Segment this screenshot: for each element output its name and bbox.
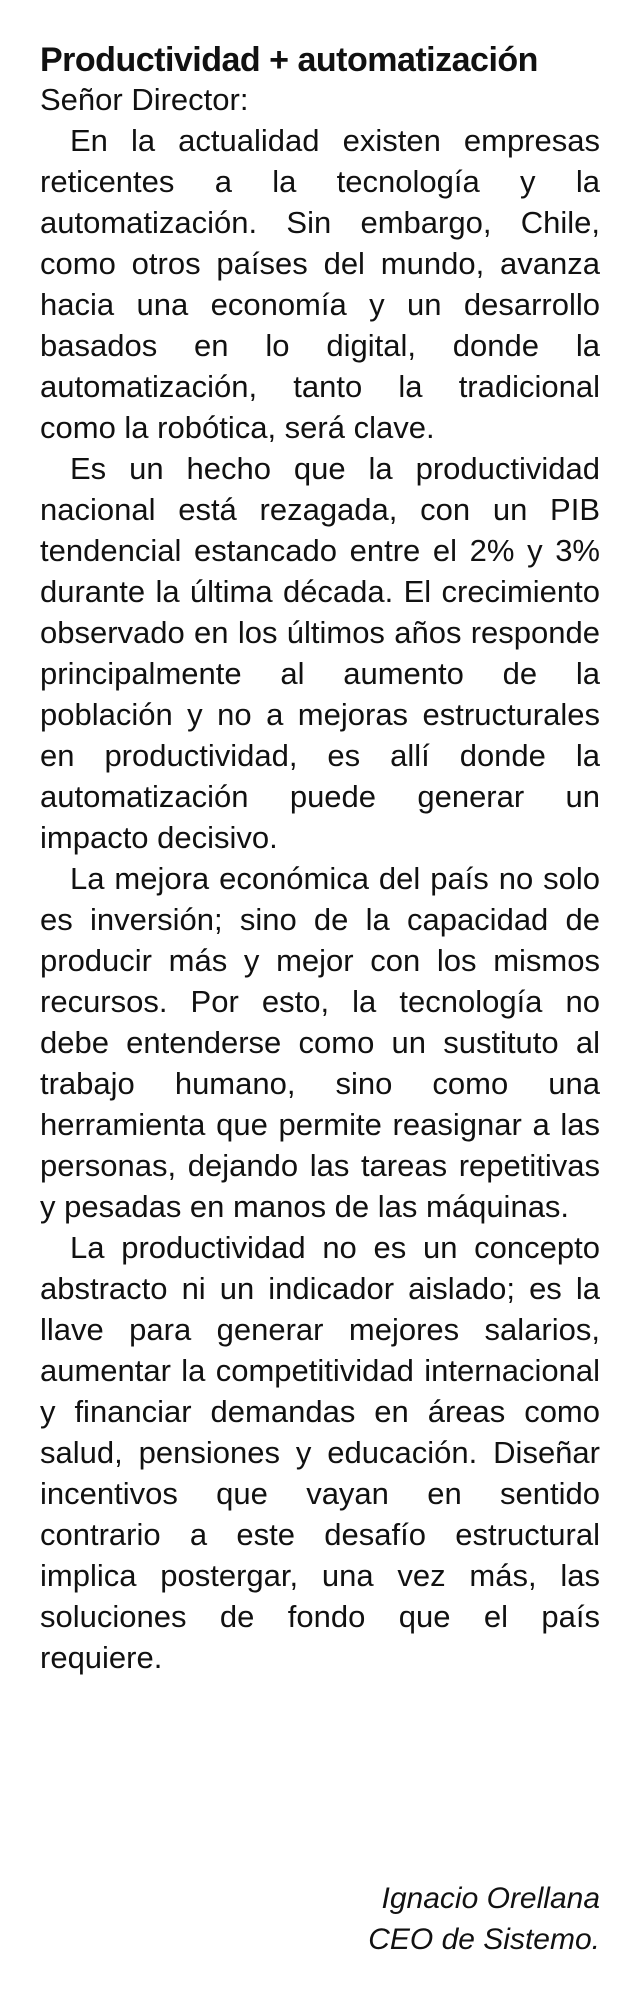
letter-to-editor xyxy=(40,40,600,1678)
letter-paragraph-1: En la actualidad existen empresas reticentes a la tecnología y la automatización. Sin embargo, Chile, como otros países del mundo, avanza hacia una economía y un desarrollo basados en lo digital, donde la automatización, tanto la tradicional como la robótica, será clave. xyxy=(40,123,600,445)
letter-paragraph-2: Es un hecho que la productividad nacional está rezagada, con un PIB tendencial estancado entre el 2% y 3% durante la última década. El crecimiento observado en los últimos años responde principalmente al aumento de la población y no a mejoras estructurales en productividad, es allí donde la automatización puede generar un impacto decisivo. xyxy=(40,451,600,855)
letter-headline: Productividad + automatización xyxy=(40,41,538,79)
letter-signature xyxy=(368,1878,600,1960)
letter-paragraph-3: La mejora económica del país no solo es inversión; sino de la capacidad de producir más y mejor con los mismos recursos. Por esto, la tecnología no debe entenderse como un sustituto al trabajo humano, sino como una herramienta que permite reasignar a las personas, dejando las tareas repetitivas y pesadas en manos de las máquinas. xyxy=(40,861,600,1224)
signature-role: CEO de Sistemo. xyxy=(368,1923,600,1956)
signature-name: Ignacio Orellana xyxy=(381,1882,600,1915)
letter-salutation: Señor Director: xyxy=(40,82,249,117)
letter-paragraph-4: La productividad no es un concepto abstracto ni un indicador aislado; es la llave para generar mejores salarios, aumentar la competitividad internacional y financiar demandas en áreas como salud, pensiones y educación. Diseñar incentivos que vayan en sentido contrario a este desafío estructural implica postergar, una vez más, las soluciones de fondo que el país requiere. xyxy=(40,1230,600,1675)
